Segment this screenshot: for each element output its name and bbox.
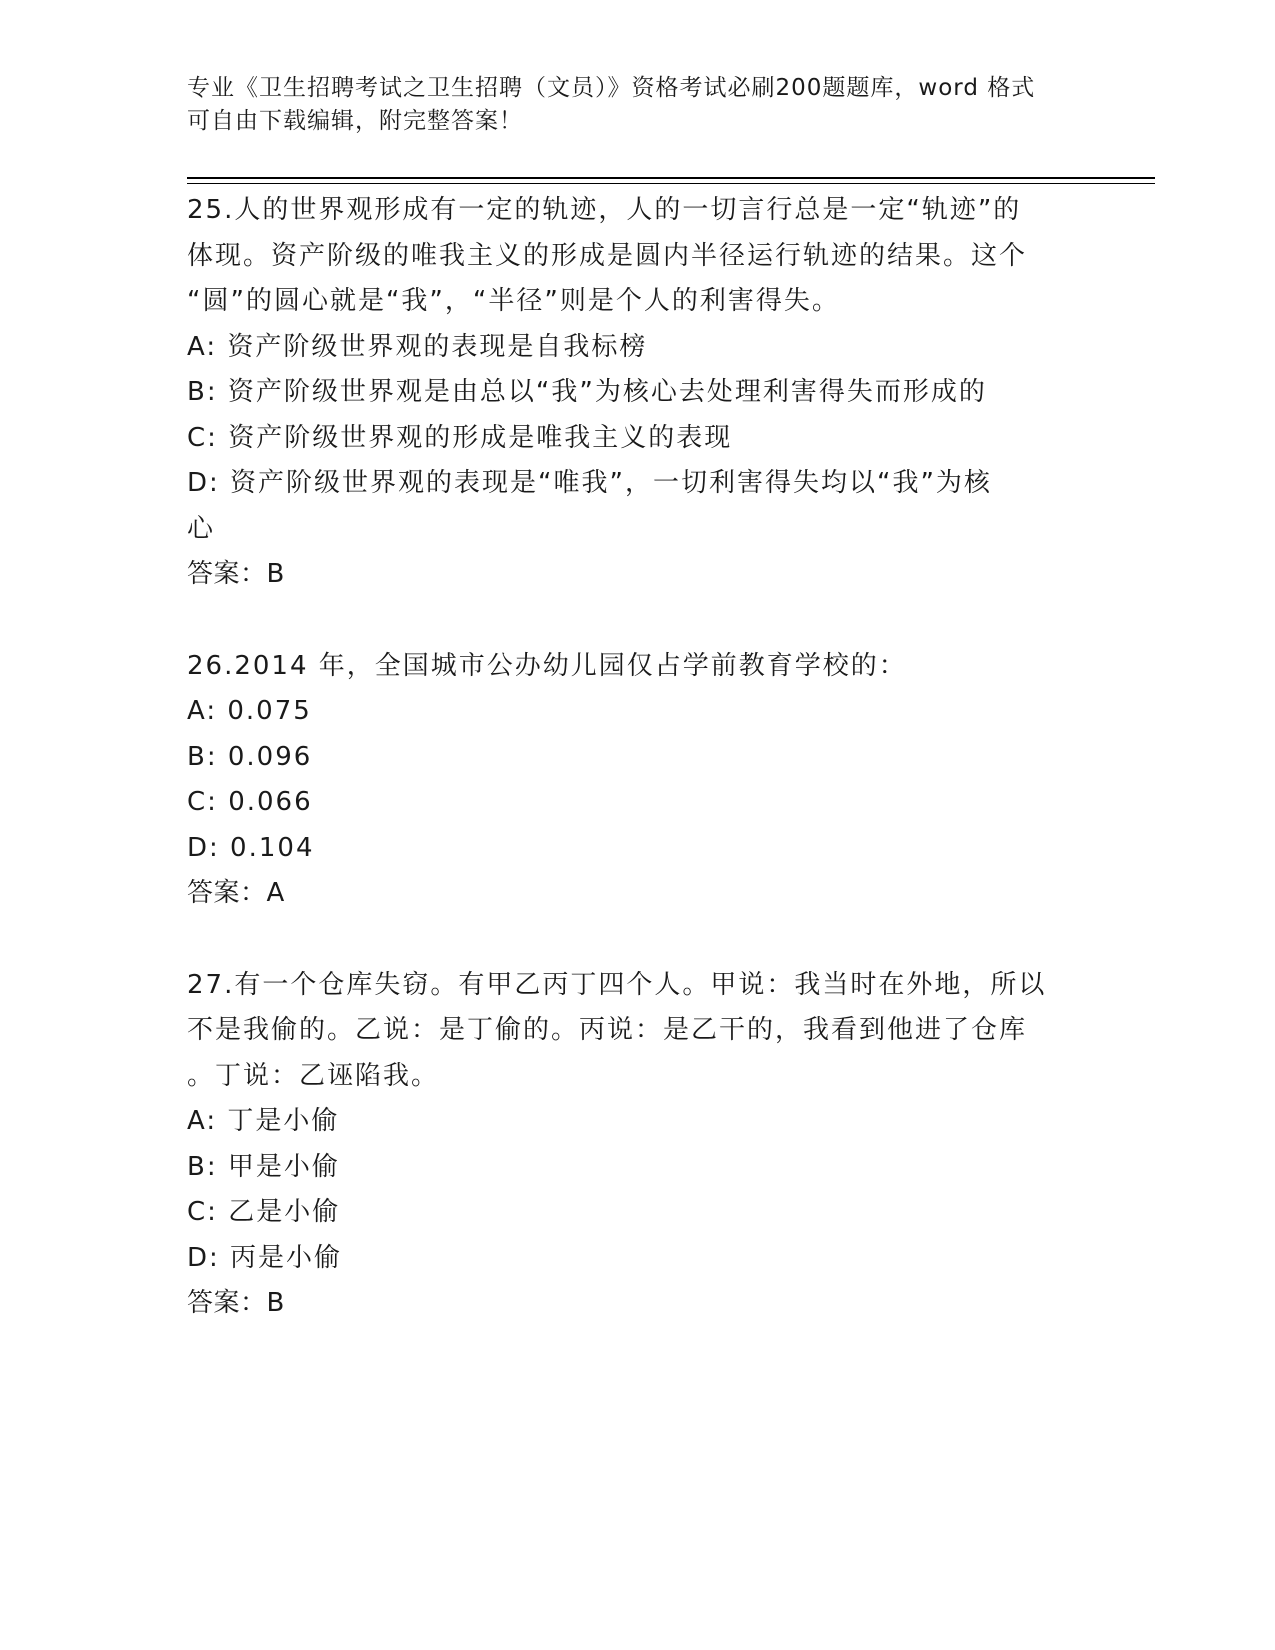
option-b <box>187 370 1087 416</box>
option-letter: D: <box>187 468 231 498</box>
option-c <box>187 780 1087 826</box>
question-stem-line: 。丁说：乙诬陷我。 <box>187 1060 440 1091</box>
option-d <box>187 826 1087 872</box>
question-stem-line: 27.有一个仓库失窃。有甲乙丙丁四个人。甲说：我当时在外地，所以 <box>187 969 1047 1000</box>
question-stem-line: “圆”的圆心就是“我”，“半径”则是个人的利害得失。 <box>187 286 840 316</box>
question-25 <box>187 188 1087 598</box>
answer-line: 答案：B <box>187 559 285 589</box>
option-letter: A: <box>187 696 228 726</box>
option-letter: D: <box>187 1242 231 1273</box>
option-text: 0.075 <box>227 696 312 726</box>
question-27 <box>187 963 1087 1327</box>
header-divider-thin <box>187 183 1155 184</box>
option-text: 0.096 <box>227 741 313 772</box>
question-stem-line: 26.2014 年，全国城市公办幼儿园仅占学前教育学校的： <box>187 650 907 681</box>
option-b <box>187 1145 1087 1191</box>
option-text: 资产阶级世界观的表现是自我标榜 <box>227 331 648 362</box>
option-text: 心 <box>187 513 216 544</box>
option-text: 资产阶级世界观的表现是“唯我”，一切利害得失均以“我”为核 <box>230 468 992 498</box>
option-text: 丙是小偷 <box>230 1242 343 1273</box>
option-c <box>187 416 1087 462</box>
option-a <box>187 689 1087 735</box>
question-stem-line: 不是我偷的。乙说：是丁偷的。丙说：是乙干的，我看到他进了仓库 <box>187 1015 1028 1045</box>
question-stem-line: 25.人的世界观形成有一定的轨迹，人的一切言行总是一定“轨迹”的 <box>187 195 1022 225</box>
option-d <box>187 461 1087 507</box>
answer-line: 答案：B <box>187 1288 285 1318</box>
question-stem-line: 体现。资产阶级的唯我主义的形成是圆内半径运行轨迹的结果。这个 <box>187 240 1028 271</box>
header-line-2: 可自由下载编辑，附完整答案！ <box>187 108 523 134</box>
option-d-continuation <box>187 507 1087 553</box>
option-a <box>187 1099 1087 1145</box>
option-text: 甲是小偷 <box>227 1151 340 1182</box>
option-text: 资产阶级世界观的形成是唯我主义的表现 <box>228 422 733 453</box>
option-b <box>187 735 1087 781</box>
option-letter: C: <box>187 1197 229 1227</box>
option-d <box>187 1236 1087 1282</box>
option-c <box>187 1190 1087 1236</box>
option-text: 0.104 <box>230 832 315 863</box>
option-text: 0.066 <box>228 787 313 817</box>
option-text: 乙是小偷 <box>228 1197 341 1227</box>
document-header <box>187 72 1087 138</box>
option-letter: B: <box>187 377 228 407</box>
option-letter: B: <box>187 741 228 772</box>
option-letter: C: <box>187 787 229 817</box>
option-letter: C: <box>187 422 229 453</box>
answer-line: 答案：A <box>187 878 285 908</box>
option-letter: B: <box>187 1151 228 1182</box>
option-text: 资产阶级世界观是由总以“我”为核心去处理利害得失而形成的 <box>227 377 987 407</box>
option-text: 丁是小偷 <box>227 1106 340 1136</box>
option-letter: A: <box>187 1106 228 1136</box>
header-divider-thick <box>187 177 1155 179</box>
option-letter: D: <box>187 832 231 863</box>
question-list <box>187 188 1087 1373</box>
option-a <box>187 325 1087 371</box>
option-letter: A: <box>187 331 228 362</box>
header-line-1: 专业《卫生招聘考试之卫生招聘（文员）》资格考试必刷200题题库，word 格式 <box>187 75 1036 101</box>
question-26 <box>187 644 1087 917</box>
